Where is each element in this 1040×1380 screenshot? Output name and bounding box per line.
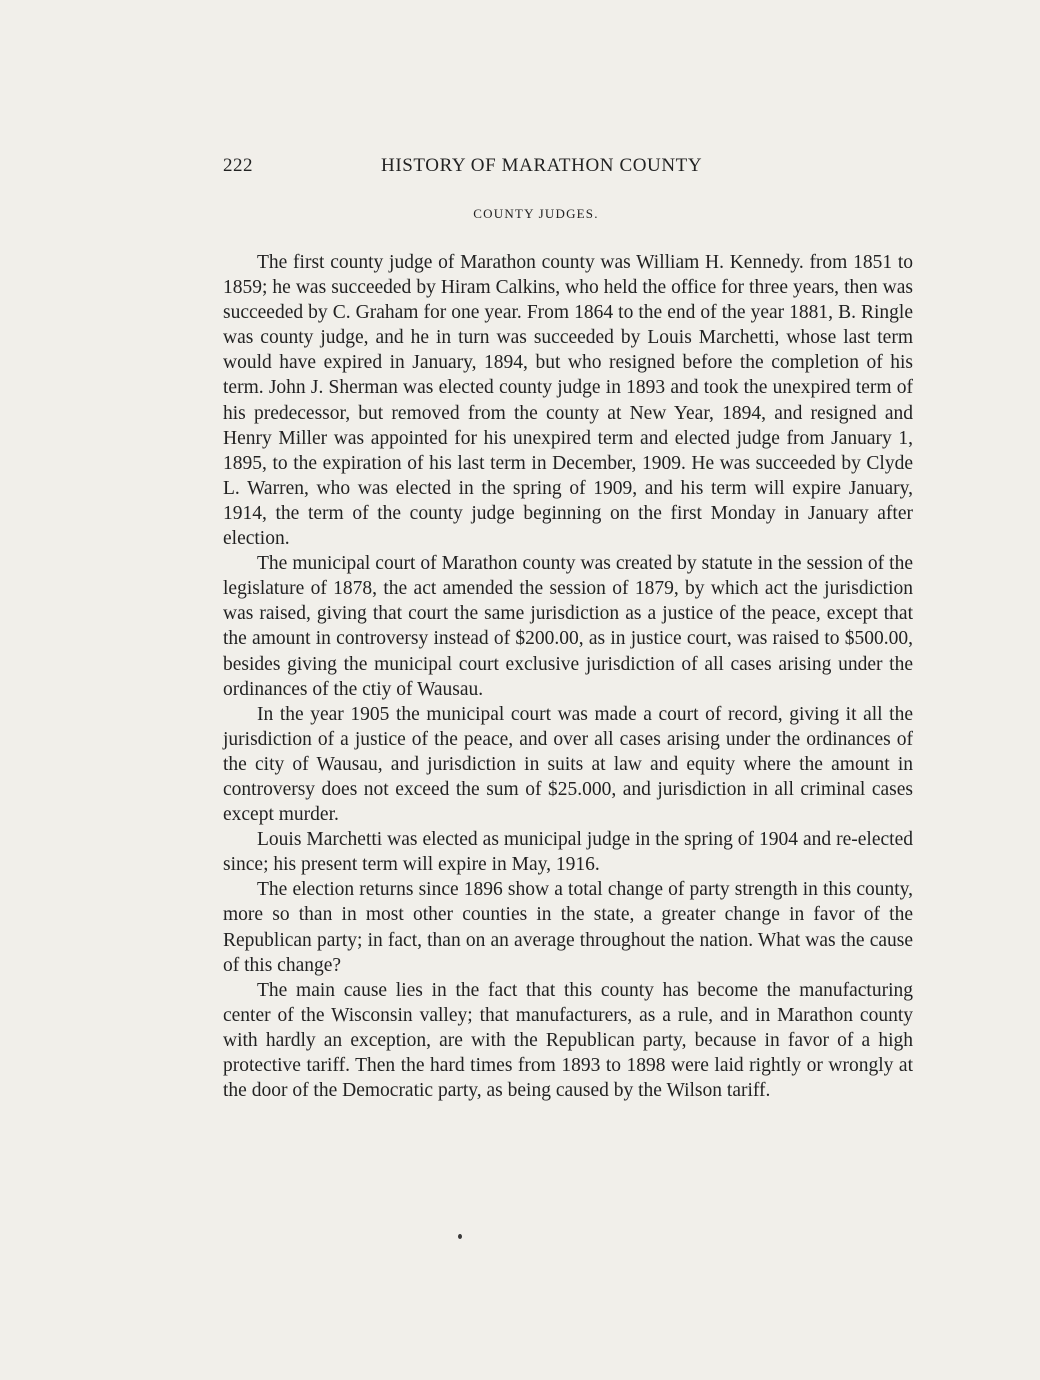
page-number: 222	[223, 155, 253, 176]
section-heading: COUNTY JUDGES.	[473, 206, 599, 221]
running-title: HISTORY OF MARATHON COUNTY	[381, 155, 703, 176]
body-text	[223, 250, 913, 1103]
paragraph-court-of-record: In the year 1905 the municipal court was made a court of record, giving it all the jurisdiction of a justice of the peace, and over all cases arising under the ordinances of the city of Wausau, and jurisdiction in suits at law and equity where the amount in controversy does not exceed the sum of $25.000, and jurisdiction in all criminal cases except murder.	[223, 703, 913, 826]
paragraph-main-cause: The main cause lies in the fact that this county has become the manufacturing center of the Wisconsin valley; that manufacturers, as a rule, and in Marathon county with hardly an exception, are with the Republican party, because in favor of a high protective tariff. Then the hard times from 1893 to 1898 were laid rightly or wrongly at the door of the Democratic party, as being caused by the Wilson tariff.	[223, 979, 913, 1102]
ink-speck	[458, 1234, 462, 1239]
paragraph-election-returns: The election returns since 1896 show a total change of party strength in this county, more so than in most other counties in the state, a greater change in favor of the Republican party; in fact, than on an average throughout the nation. What was the cause of this change?	[223, 879, 913, 976]
paragraph-municipal-court: The municipal court of Marathon county was created by statute in the session of the legislature of 1878, the act amended the session of 1879, by which act the jurisdiction was raised, giving that court the same jurisdiction as a justice of the peace, except that the amount in controversy instead of $200.00, as in justice court, was raised to $500.00, besides giving the municipal court exclusive jurisdiction of all cases arising under the ordinances of the ctiy of Wausau.	[223, 553, 913, 700]
paragraph-marchetti: Louis Marchetti was elected as municipal judge in the spring of 1904 and re-elected since; his present term will expire in May, 1916.	[223, 829, 913, 876]
page-header	[223, 155, 913, 183]
paragraph-county-judges: The first county judge of Marathon county was William H. Kennedy. from 1851 to 1859; he was succeeded by Hiram Calkins, who held the office for three years, then was succeeded by C. Graham for one year. From 1864 to the end of the year 1881, B. Ringle was county judge, and he in turn was succeeded by Louis Marchetti, whose last term would have expired in January, 1894, but who resigned before the completion of his term. John J. Sherman was elected county judge in 1893 and took the unexpired term of his predecessor, but removed from the county at New Year, 1894, and resigned and Henry Miller was appointed for his unexpired term and elected judge from January 1, 1895, to the expiration of his last term in December, 1909. He was succeeded by Clyde L. Warren, who was elected in the spring of 1909, and his term will expire January, 1914, the term of the county judge beginning on the first Monday in January after election.	[223, 252, 913, 550]
